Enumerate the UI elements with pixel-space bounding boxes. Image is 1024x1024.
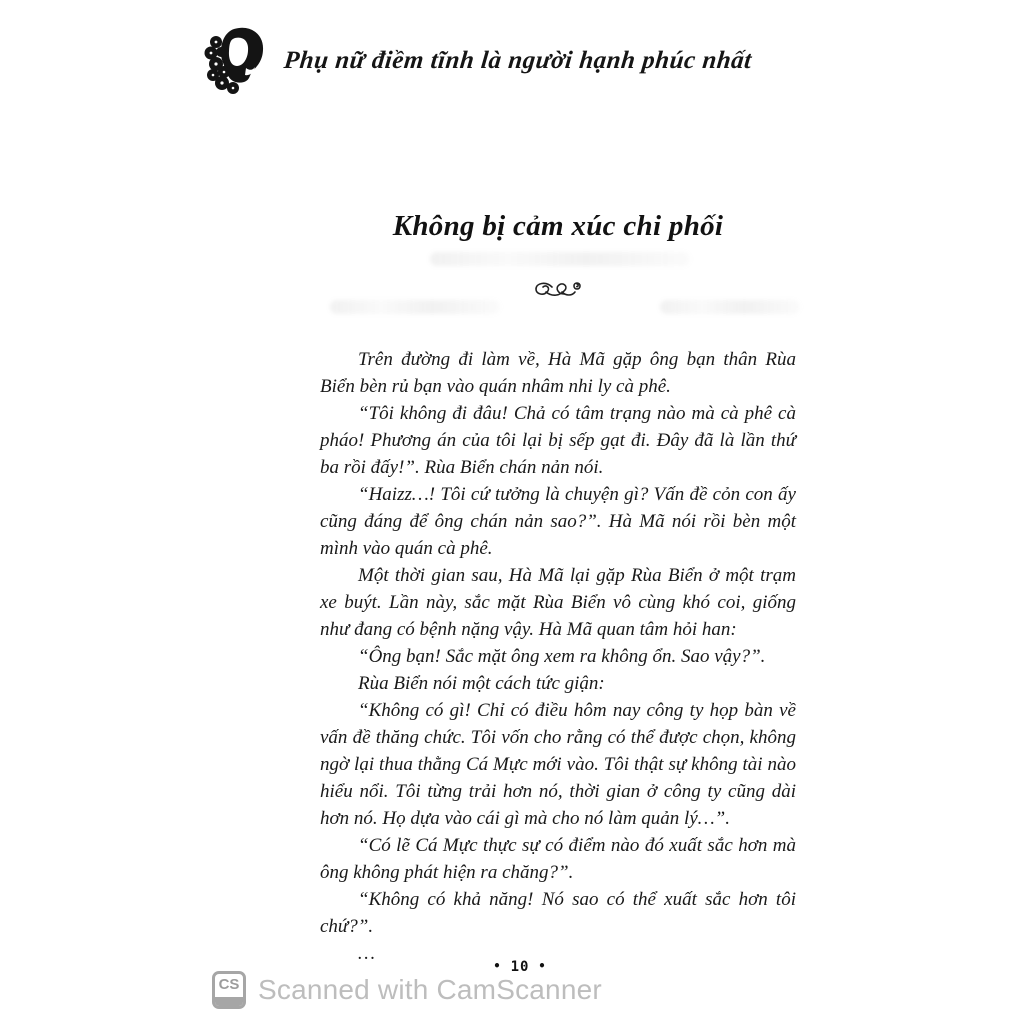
paragraph: “Ông bạn! Sắc mặt ông xem ra không ổn. Sao vậy?”. — [358, 646, 766, 667]
paragraph: “Không có khả năng! Nó sao có thể xuất sắc hơn tôi chứ?”. — [320, 889, 796, 937]
chapter-title: Không bị cảm xúc chi phối — [392, 210, 724, 242]
paragraph: Trên đường đi làm về, Hà Mã gặp ông bạn thân Rùa Biển bèn rủ bạn vào quán nhâm nhi ly cà phê. — [320, 349, 796, 397]
ink-bleed-artifact — [330, 300, 500, 314]
paragraph: “Không có gì! Chỉ có điều hôm nay công ty họp bàn về vấn đề thăng chức. Tôi vốn cho rằng có thể được chọn, không ngờ lại thua thằng Cá Mực mới vào. Tôi thật sự không tài nào hiểu nổi. Tôi từng trải hơn nó, thời gian ở công ty cũng dài hơn nó. Họ dựa vào cái gì mà cho nó làm quản lý…”. — [320, 700, 796, 829]
camscanner-watermark-text: Scanned with CamScanner — [258, 974, 602, 1005]
paragraph: Rùa Biển nói một cách tức giận: — [358, 673, 605, 694]
page-number-dot: • — [538, 959, 547, 973]
ink-bleed-artifact — [660, 300, 800, 314]
paragraph: … — [358, 943, 375, 964]
camscanner-badge-label: CS — [218, 976, 240, 993]
chapter-body — [320, 346, 796, 967]
page-header — [204, 26, 752, 96]
page-number-value: 10 — [510, 959, 530, 975]
camscanner-badge-bottom-bar — [215, 997, 243, 1006]
camscanner-watermark — [212, 971, 602, 1009]
paragraph: Một thời gian sau, Hà Mã lại gặp Rùa Biển ở một trạm xe buýt. Lần này, sắc mặt Rùa Biển vô cùng khó coi, giống như đang có bệnh nặng vậy. Hà Mã quan tâm hỏi han: — [320, 565, 796, 640]
page-number-dot: • — [493, 959, 502, 973]
running-title: Phụ nữ điềm tĩnh là người hạnh phúc nhất — [282, 47, 754, 74]
paragraph: “Có lẽ Cá Mực thực sự có điểm nào đó xuất sắc hơn mà ông không phát hiện ra chăng?”. — [320, 835, 796, 883]
ink-bleed-artifact — [430, 252, 690, 266]
paragraph: “Tôi không đi đâu! Chả có tâm trạng nào mà cà phê cà pháo! Phương án của tôi lại bị sếp gạt đi. Đây đã là lần thứ ba rồi đấy!”. Rùa Biển chán nản nói. — [320, 403, 796, 478]
paragraph: “Haizz…! Tôi cứ tưởng là chuyện gì? Vấn đề cỏn con ấy cũng đáng để ông chán nản sao?”. Hà Mã nói rồi bèn một mình vào quán cà phê. — [320, 484, 796, 559]
woman-with-flowers-logo-icon — [204, 26, 268, 96]
camscanner-badge-icon — [212, 971, 246, 1009]
